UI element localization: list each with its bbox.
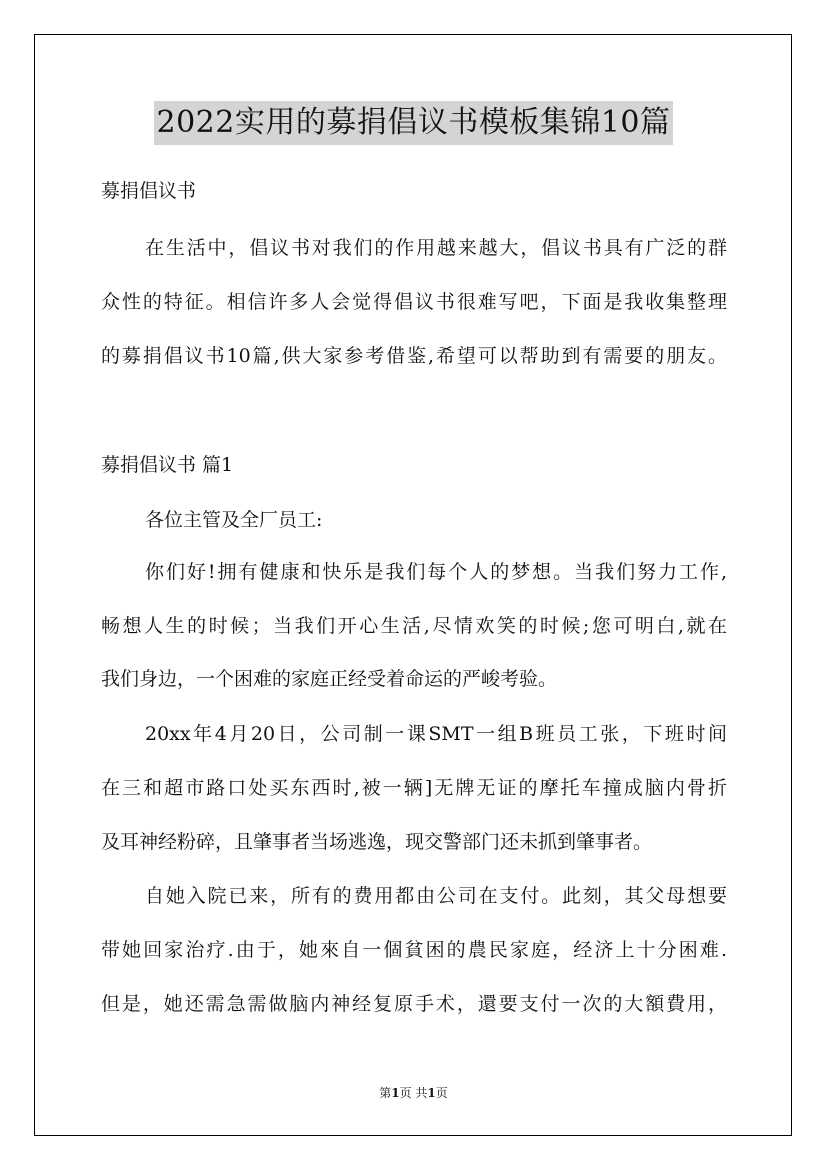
para2-line-3: 及耳神经粉碎，且肇事者当场逃逸，现交警部门还未抓到肇事者。 <box>101 831 653 853</box>
document-title: 2022实用的募捐倡议书模板集锦10篇 <box>154 101 672 145</box>
footer-page-total: 1 <box>427 1086 436 1100</box>
intro-line-3: 的募捐倡议书10篇,供大家参考借鉴,希望可以帮助到有需要的朋友。 <box>101 345 727 367</box>
intro-heading: 募捐倡议书 <box>101 180 197 202</box>
footer-page-suffix: 页 <box>435 1086 448 1100</box>
page-footer <box>0 1085 827 1101</box>
para3-line-1: 自她入院已来，所有的费用都由公司在支付。此刻，其父母想要 <box>145 885 727 907</box>
para1-line-2: 畅想人生的时候；当我们开心生活,尽情欢笑的时候;您可明白,就在 <box>101 615 727 637</box>
para1-line-3: 我们身边，一个困难的家庭正经受着命运的严峻考验。 <box>101 668 558 690</box>
footer-page-prefix: 第 <box>379 1086 392 1100</box>
intro-line-1: 在生活中，倡议书对我们的作用越来越大，倡议书具有广泛的群 <box>145 237 727 259</box>
footer-page-current: 1 <box>391 1086 400 1100</box>
title-container <box>0 101 827 145</box>
para3-line-3: 但是，她还需急需做脑内神经复原手术，還要支付一次的大額費用， <box>101 993 727 1015</box>
intro-line-2: 众性的特征。相信许多人会觉得倡议书很难写吧，下面是我收集整理 <box>101 291 727 313</box>
para2-line-1: 20xx年4月20日，公司制一课SMT一组B班员工张，下班时间 <box>145 723 727 745</box>
para3-line-2: 带她回家治疗.由于，她來自一個貧困的農民家庭，经济上十分困难. <box>101 939 727 961</box>
para1-line-1: 你们好!拥有健康和快乐是我们每个人的梦想。当我们努力工作, <box>145 561 727 583</box>
footer-page-mid: 页 共 <box>399 1086 428 1100</box>
section1-heading: 募捐倡议书 篇1 <box>101 454 234 476</box>
para2-line-2: 在三和超市路口处买东西时,被一辆]无牌无证的摩托车撞成脑内骨折 <box>101 777 727 799</box>
salutation: 各位主管及全厂员工: <box>145 509 323 531</box>
